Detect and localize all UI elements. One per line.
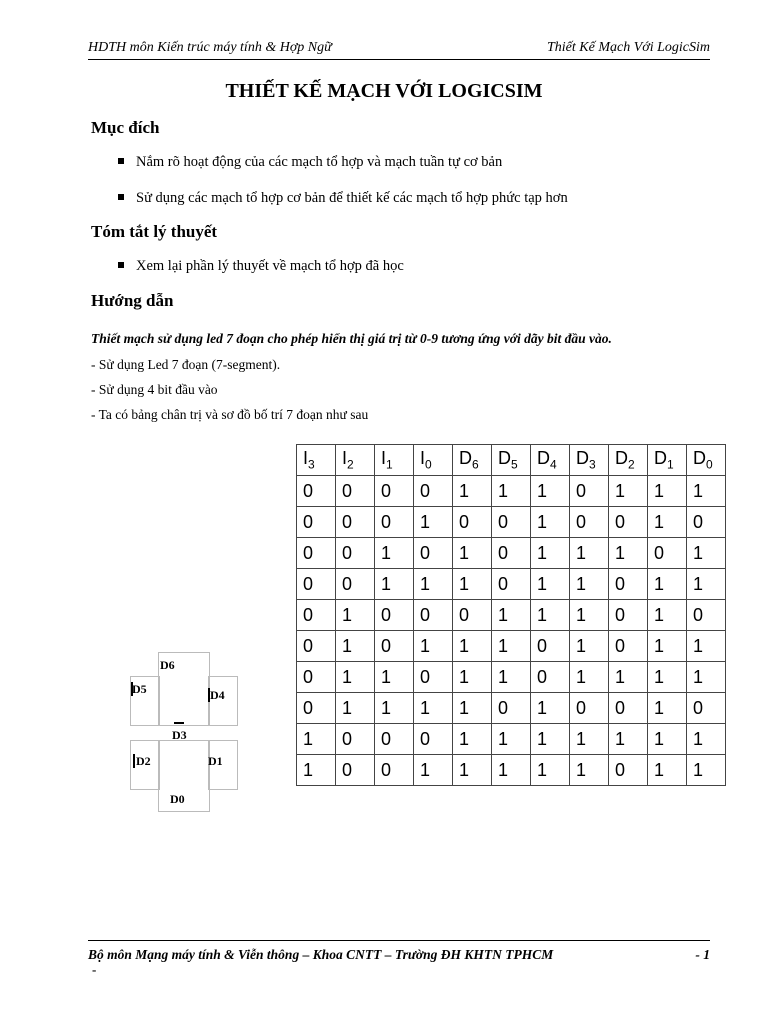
table-cell: 0 bbox=[336, 476, 375, 507]
table-cell: 0 bbox=[453, 507, 492, 538]
table-cell: 0 bbox=[297, 600, 336, 631]
table-cell: 1 bbox=[375, 569, 414, 600]
table-cell: 0 bbox=[492, 507, 531, 538]
table-cell: 1 bbox=[492, 476, 531, 507]
bullet-purpose-1: Nắm rõ hoạt động của các mạch tổ hợp và mạch tuần tự cơ bản bbox=[118, 154, 502, 171]
table-cell: 1 bbox=[531, 693, 570, 724]
label-d5: D5 bbox=[132, 682, 147, 696]
heading-theory: Tóm tắt lý thuyết bbox=[91, 222, 218, 241]
bullet-square-icon bbox=[118, 194, 124, 200]
table-cell: 1 bbox=[453, 538, 492, 569]
table-cell: 1 bbox=[531, 507, 570, 538]
label-d2: D2 bbox=[136, 754, 151, 768]
table-cell: 1 bbox=[570, 631, 609, 662]
table-cell: 1 bbox=[609, 538, 648, 569]
table-cell: 0 bbox=[687, 507, 726, 538]
heading-purpose: Mục đích bbox=[91, 118, 160, 137]
truth-header-input: $I_3$ bbox=[297, 445, 336, 476]
bullet-purpose-2: Sử dụng các mạch tổ hợp cơ bản để thiết kế các mạch tổ hợp phức tạp hơn bbox=[118, 190, 568, 207]
table-row bbox=[297, 693, 726, 724]
table-cell: 1 bbox=[375, 538, 414, 569]
label-d6: D6 bbox=[160, 658, 175, 672]
table-cell: 0 bbox=[297, 569, 336, 600]
table-cell: 1 bbox=[414, 693, 453, 724]
table-cell: 0 bbox=[297, 476, 336, 507]
table-cell: 0 bbox=[375, 476, 414, 507]
header-right: Thiết Kế Mạch Với LogicSim bbox=[546, 40, 710, 55]
table-cell: 1 bbox=[648, 693, 687, 724]
table-cell: 1 bbox=[531, 538, 570, 569]
table-cell: 1 bbox=[648, 631, 687, 662]
table-cell: 1 bbox=[492, 724, 531, 755]
truth-header-output: $D_3$ bbox=[570, 445, 609, 476]
table-cell: 0 bbox=[414, 600, 453, 631]
table-cell: 1 bbox=[453, 662, 492, 693]
table-cell: 1 bbox=[531, 476, 570, 507]
table-cell: 0 bbox=[297, 538, 336, 569]
table-cell: 1 bbox=[414, 507, 453, 538]
segment-d2-mark bbox=[133, 754, 135, 768]
table-row bbox=[297, 600, 726, 631]
table-cell: 0 bbox=[570, 693, 609, 724]
table-cell: 0 bbox=[414, 538, 453, 569]
table-cell: 0 bbox=[609, 507, 648, 538]
page-footer bbox=[88, 940, 710, 963]
guide-intro: Thiết mạch sử dụng led 7 đoạn cho phép hiển thị giá trị từ 0-9 tương ứng với dãy bit đầu vào. bbox=[91, 331, 612, 346]
footer-text: Bộ môn Mạng máy tính & Viễn thông – Khoa CNTT – Trường ĐH KHTN TPHCM bbox=[88, 947, 554, 962]
table-cell: 1 bbox=[687, 569, 726, 600]
table-cell: 1 bbox=[297, 755, 336, 786]
table-cell: 0 bbox=[492, 538, 531, 569]
table-cell: 0 bbox=[609, 693, 648, 724]
table-cell: 0 bbox=[375, 507, 414, 538]
table-cell: 1 bbox=[453, 569, 492, 600]
truth-header-output: $D_4$ bbox=[531, 445, 570, 476]
label-d4: D4 bbox=[210, 688, 225, 702]
table-cell: 0 bbox=[609, 631, 648, 662]
table-cell: 1 bbox=[687, 662, 726, 693]
truth-header-input: $I_2$ bbox=[336, 445, 375, 476]
table-cell: 0 bbox=[414, 662, 453, 693]
table-row bbox=[297, 569, 726, 600]
table-cell: 1 bbox=[453, 693, 492, 724]
header-left: HDTH môn Kiến trúc máy tính & Hợp Ngữ bbox=[88, 40, 332, 55]
table-cell: 0 bbox=[414, 476, 453, 507]
table-cell: 1 bbox=[648, 724, 687, 755]
table-cell: 0 bbox=[531, 662, 570, 693]
table-cell: 0 bbox=[375, 755, 414, 786]
table-cell: 0 bbox=[336, 724, 375, 755]
table-cell: 1 bbox=[687, 538, 726, 569]
table-cell: 0 bbox=[297, 693, 336, 724]
table-cell: 1 bbox=[570, 569, 609, 600]
table-cell: 1 bbox=[297, 724, 336, 755]
table-cell: 1 bbox=[453, 724, 492, 755]
table-cell: 1 bbox=[492, 631, 531, 662]
table-cell: 1 bbox=[531, 724, 570, 755]
table-cell: 1 bbox=[687, 724, 726, 755]
table-cell: 0 bbox=[375, 631, 414, 662]
table-cell: 0 bbox=[531, 631, 570, 662]
table-cell: 1 bbox=[648, 600, 687, 631]
page-header bbox=[88, 40, 710, 60]
table-row bbox=[297, 507, 726, 538]
table-cell: 1 bbox=[336, 693, 375, 724]
table-cell: 1 bbox=[570, 538, 609, 569]
table-cell: 1 bbox=[336, 631, 375, 662]
table-cell: 0 bbox=[609, 755, 648, 786]
table-row bbox=[297, 476, 726, 507]
label-d1: D1 bbox=[208, 754, 223, 768]
table-cell: 1 bbox=[687, 476, 726, 507]
table-cell: 1 bbox=[492, 755, 531, 786]
bullet-square-icon bbox=[118, 158, 124, 164]
table-cell: 0 bbox=[492, 569, 531, 600]
table-cell: 1 bbox=[453, 755, 492, 786]
table-cell: 0 bbox=[609, 569, 648, 600]
segment-d3-mark bbox=[174, 722, 184, 724]
table-cell: 1 bbox=[375, 693, 414, 724]
table-cell: 1 bbox=[531, 600, 570, 631]
table-cell: 1 bbox=[570, 755, 609, 786]
guide-line-3: - Ta có bảng chân trị và sơ đồ bố trí 7 đoạn như sau bbox=[91, 407, 369, 422]
table-row bbox=[297, 724, 726, 755]
table-cell: 1 bbox=[648, 476, 687, 507]
table-cell: 0 bbox=[453, 600, 492, 631]
table-cell: 1 bbox=[453, 631, 492, 662]
table-cell: 1 bbox=[687, 755, 726, 786]
bullet-theory-1: Xem lại phần lý thuyết về mạch tổ hợp đã học bbox=[118, 258, 404, 275]
table-cell: 1 bbox=[531, 569, 570, 600]
table-row bbox=[297, 631, 726, 662]
table-cell: 1 bbox=[414, 631, 453, 662]
table-cell: 0 bbox=[336, 569, 375, 600]
table-cell: 1 bbox=[492, 662, 531, 693]
label-d0: D0 bbox=[170, 792, 185, 806]
footer-dash: - bbox=[92, 962, 97, 977]
table-cell: 1 bbox=[648, 662, 687, 693]
table-row bbox=[297, 662, 726, 693]
table-cell: 0 bbox=[297, 507, 336, 538]
truth-header-input: $I_1$ bbox=[375, 445, 414, 476]
table-cell: 1 bbox=[453, 476, 492, 507]
table-cell: 1 bbox=[414, 755, 453, 786]
table-row bbox=[297, 538, 726, 569]
table-cell: 1 bbox=[375, 662, 414, 693]
truth-table bbox=[296, 444, 726, 786]
page-number: - 1 bbox=[695, 947, 710, 962]
table-cell: 1 bbox=[336, 600, 375, 631]
truth-header-output: $D_6$ bbox=[453, 445, 492, 476]
bullet-square-icon bbox=[118, 262, 124, 268]
table-cell: 0 bbox=[687, 693, 726, 724]
table-row bbox=[297, 755, 726, 786]
table-cell: 1 bbox=[414, 569, 453, 600]
table-cell: 1 bbox=[570, 600, 609, 631]
label-d3: D3 bbox=[172, 728, 187, 742]
table-cell: 0 bbox=[336, 507, 375, 538]
table-cell: 0 bbox=[375, 724, 414, 755]
truth-header-input: $I_0$ bbox=[414, 445, 453, 476]
table-cell: 1 bbox=[609, 476, 648, 507]
table-cell: 1 bbox=[648, 569, 687, 600]
truth-table-header-row bbox=[297, 445, 726, 476]
table-cell: 0 bbox=[570, 507, 609, 538]
table-cell: 0 bbox=[414, 724, 453, 755]
truth-header-output: $D_2$ bbox=[609, 445, 648, 476]
truth-header-output: $D_5$ bbox=[492, 445, 531, 476]
table-cell: 1 bbox=[570, 724, 609, 755]
table-cell: 1 bbox=[609, 662, 648, 693]
table-cell: 0 bbox=[648, 538, 687, 569]
table-cell: 0 bbox=[687, 600, 726, 631]
table-cell: 0 bbox=[609, 600, 648, 631]
table-cell: 1 bbox=[492, 600, 531, 631]
table-cell: 0 bbox=[336, 538, 375, 569]
table-cell: 1 bbox=[648, 507, 687, 538]
seven-segment-diagram bbox=[130, 652, 245, 822]
table-cell: 1 bbox=[687, 631, 726, 662]
table-cell: 0 bbox=[375, 600, 414, 631]
table-cell: 0 bbox=[297, 631, 336, 662]
table-cell: 0 bbox=[336, 755, 375, 786]
guide-line-2: - Sử dụng 4 bit đầu vào bbox=[91, 382, 218, 397]
table-cell: 1 bbox=[570, 662, 609, 693]
table-cell: 1 bbox=[609, 724, 648, 755]
table-cell: 0 bbox=[570, 476, 609, 507]
truth-header-output: $D_0$ bbox=[687, 445, 726, 476]
table-cell: 1 bbox=[648, 755, 687, 786]
table-cell: 0 bbox=[297, 662, 336, 693]
table-cell: 1 bbox=[336, 662, 375, 693]
table-cell: 1 bbox=[531, 755, 570, 786]
document-title: THIẾT KẾ MẠCH VỚI LOGICSIM bbox=[225, 80, 543, 102]
table-cell: 0 bbox=[492, 693, 531, 724]
guide-line-1: - Sử dụng Led 7 đoạn (7-segment). bbox=[91, 357, 281, 372]
heading-guide: Hướng dẫn bbox=[91, 291, 174, 310]
truth-header-output: $D_1$ bbox=[648, 445, 687, 476]
